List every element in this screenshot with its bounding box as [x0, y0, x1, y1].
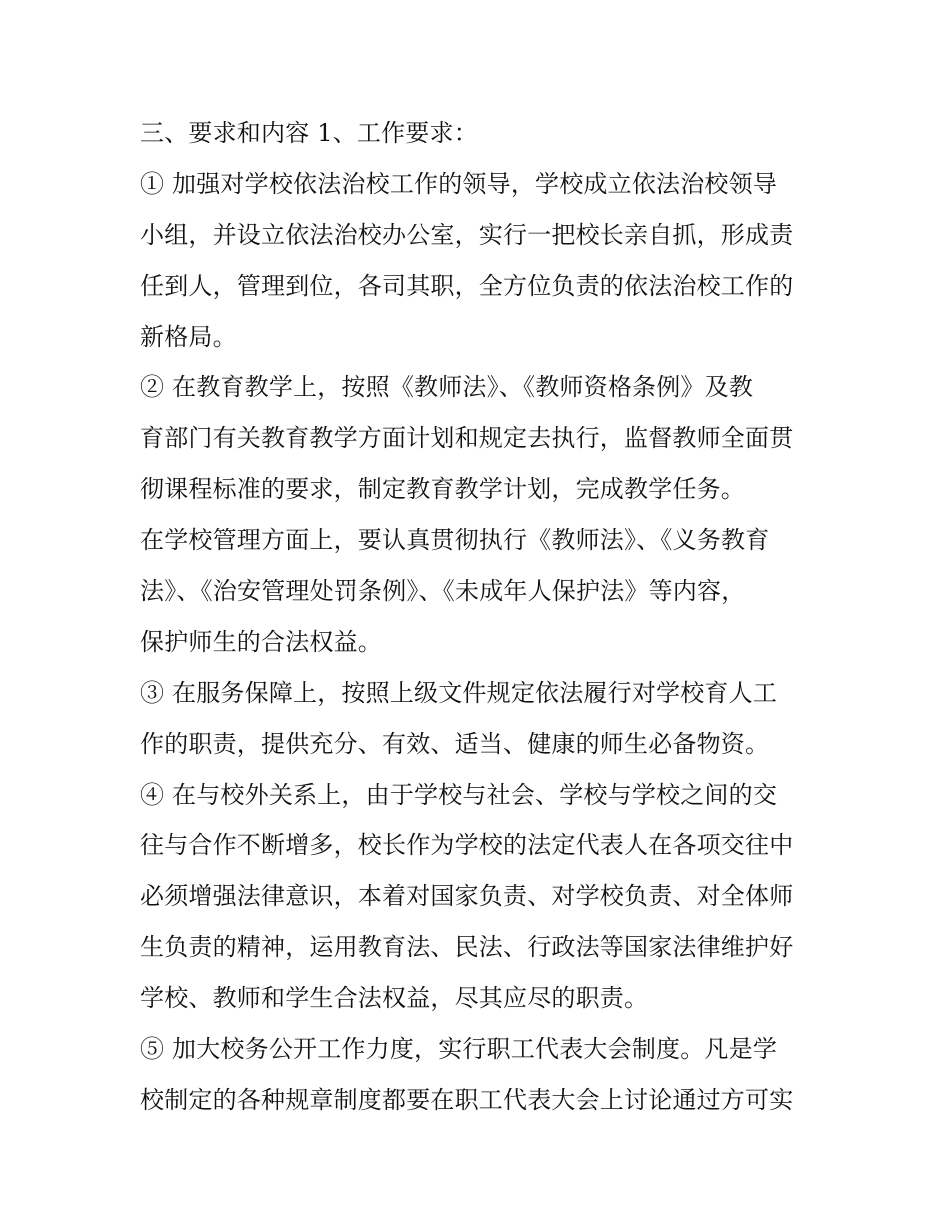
management-line-3: 保护师生的合法权益。 — [140, 627, 382, 656]
document-page — [140, 108, 820, 1126]
item-1-line-1: ① 加强对学校依法治校工作的领导，学校成立依法治校领导 — [140, 169, 778, 198]
item-4-line-1: ④ 在与校外关系上，由于学校与社会、学校与学校之间的交 — [140, 780, 778, 809]
item-4-line-2: 往与合作不断增多，校长作为学校的法定代表人在各项交往中 — [140, 831, 794, 860]
item-1-line-2: 小组，并设立依法治校办公室，实行一把校长亲自抓，形成责 — [140, 220, 794, 249]
item-3-line-2: 作的职责，提供充分、有效、适当、健康的师生必备物资。 — [140, 729, 770, 758]
item-1-line-4: 新格局。 — [140, 322, 237, 351]
management-line-2: 法》、《治安管理处罚条例》、《未成年人保护法》等内容， — [140, 577, 746, 606]
item-2-line-2: 育部门有关教育教学方面计划和规定去执行，监督教师全面贯 — [140, 424, 794, 453]
item-2-line-1: ② 在教育教学上，按照《教师法》、《教师资格条例》及教 — [140, 373, 754, 402]
item-4-line-4: 生负责的精神，运用教育法、民法、行政法等国家法律维护好 — [140, 933, 794, 962]
management-line-1: 在学校管理方面上，要认真贯彻执行《教师法》、《义务教育 — [140, 526, 770, 555]
item-4-line-5: 学校、教师和学生合法权益，尽其应尽的职责。 — [140, 984, 649, 1013]
item-1-line-3: 任到人，管理到位，各司其职，全方位负责的依法治校工作的 — [140, 271, 794, 300]
heading-requirements: 三、要求和内容 1、工作要求： — [140, 119, 478, 147]
item-4-line-3: 必须增强法律意识，本着对国家负责、对学校负责、对全体师 — [140, 882, 794, 911]
item-5-line-2: 校制定的各种规章制度都要在职工代表大会上讨论通过方可实 — [140, 1085, 794, 1114]
item-2-line-3: 彻课程标准的要求，制定教育教学计划，完成教学任务。 — [140, 475, 745, 504]
item-5-line-1: ⑤ 加大校务公开工作力度，实行职工代表大会制度。凡是学 — [140, 1035, 778, 1064]
item-3-line-1: ③ 在服务保障上，按照上级文件规定依法履行对学校育人工 — [140, 678, 778, 707]
